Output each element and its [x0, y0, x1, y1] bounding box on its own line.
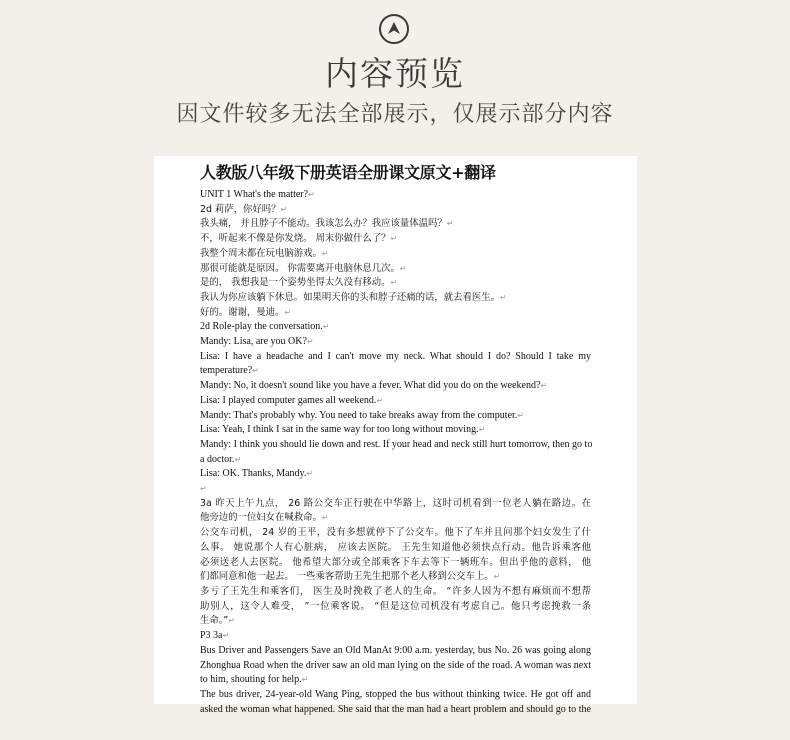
paragraph-mark-icon: ↵ [376, 395, 384, 405]
document-line-text: Lisa: I played computer games all weekend. [200, 394, 377, 406]
document-line-text: asked the woman what happened. She said that the man had a heart problem and should go to the [200, 703, 591, 715]
document-line-text: The bus driver, 24-year-old Wang Ping, stopped the bus without thinking twice. He got off and [200, 688, 591, 700]
document-line [200, 614, 591, 629]
document-line [200, 600, 591, 615]
document-line [200, 364, 591, 379]
document-line-text: 不，听起来不像是你发烧。 周末你做什么了？ [200, 233, 391, 245]
document-line-text: 助别人，这令人难受， ”一位乘客说。 “但是这位司机没有考虑自己。他只考虑挽救一条 [200, 600, 591, 612]
document-line-text: 2d 莉萨，你好吗？ [200, 203, 281, 215]
document-line [200, 203, 591, 218]
document-line [200, 556, 591, 571]
document-line [200, 453, 591, 468]
document-line [200, 379, 591, 394]
document-line-text: 生命。” [200, 615, 229, 627]
document-line-text: 多亏了王先生和乘客们， 医生及时挽救了老人的生命。 “许多人因为不想有麻烦而不想帮 [200, 585, 591, 597]
document-line-text: 必须送老人去医院。 他希望大部分或全部乘客下车去等下一辆班车。但出乎他的意料， 他 [200, 556, 591, 568]
document-line-text: to him, shouting for help. [200, 674, 302, 686]
document-line-text: 我认为你应该躺下休息。如果明天你的头和脖子还痛的话，就去看医生。 [200, 291, 501, 303]
paragraph-mark-icon: ↵ [200, 484, 207, 494]
paragraph-mark-icon: ↵ [390, 234, 398, 244]
paragraph-mark-icon: ↵ [308, 190, 315, 199]
preview-title: 内容预览 [325, 54, 465, 93]
paragraph-mark-icon: ↵ [321, 248, 329, 258]
paragraph-mark-icon: ↵ [252, 366, 259, 376]
document-line [200, 276, 591, 291]
document-line-text: Mandy: No, it doesn't sound like you have a fever. What did you do on the weekend? [200, 380, 541, 392]
document-line-text: temperature? [200, 365, 253, 377]
document-line [200, 423, 591, 438]
document-line-text: Mandy: That's probably why. You need to take breaks away from the computer. [200, 409, 518, 421]
document-page[interactable] [154, 156, 637, 715]
paragraph-mark-icon: ↵ [234, 454, 242, 464]
document-line [200, 526, 591, 541]
document-line [200, 497, 591, 512]
document-line-text: Mandy: I think you should lie down and rest. If your head and neck still hurt tomorrow, then go to [200, 438, 593, 450]
document-line [200, 688, 591, 703]
document-line [200, 320, 591, 335]
document-line [200, 541, 591, 556]
document-line [200, 659, 591, 674]
paragraph-mark-icon: ↵ [500, 292, 507, 302]
paragraph-mark-icon: ↵ [222, 631, 230, 641]
document-line-text: 3a 昨天上午九点， 26 路公交车正行驶在中华路上，这时司机看到一位老人躺在路边。在 [200, 497, 591, 509]
document-line-text: Zhonghua Road when the driver saw an old man lying on the side of the road. A woman was next [200, 659, 591, 671]
document-line-text: UNIT 1 What's the matter? [200, 189, 309, 200]
document-line-text: Mandy: Lisa, are you OK? [200, 336, 307, 348]
document-body [200, 188, 591, 717]
paragraph-mark-icon: ↵ [284, 307, 292, 317]
document-line-text: 我整个周末都在玩电脑游戏。 [200, 247, 322, 259]
preview-subtitle: 因文件较多无法全部展示，仅展示部分内容 [176, 102, 614, 127]
document-line-text: 公交车司机， 24 岁的王平，没有多想就停下了公交车。他下了车并且问那个妇女发生了什 [200, 527, 591, 539]
upward-arrow-circle-icon [379, 14, 409, 44]
document-line [200, 262, 591, 277]
paragraph-mark-icon: ↵ [493, 572, 501, 582]
paragraph-mark-icon: ↵ [446, 219, 454, 229]
document-line-text: 我头痛， 并且脖子不能动。我该怎么办？我应该量体温吗？ [200, 218, 447, 230]
document-line [200, 467, 591, 482]
paragraph-mark-icon: ↵ [540, 381, 548, 391]
document-line-text: Lisa: I have a headache and I can't move my neck. What should I do? Should I take my [200, 350, 591, 362]
document-line-text: 他旁边的一位妇女在喊救命。 [200, 512, 322, 524]
document-line-text: 是的， 我想我是一个姿势坐得太久没有移动。 [200, 277, 391, 289]
document-line [200, 409, 591, 424]
paragraph-mark-icon: ↵ [306, 337, 314, 347]
document-line-text: 那很可能就是原因。 你需要离开电脑休息几次。 [200, 262, 400, 274]
document-line-text: 2d Role-play the conversation. [200, 321, 323, 333]
paragraph-mark-icon: ↵ [478, 425, 486, 435]
preview-header [0, 0, 790, 150]
paragraph-mark-icon: ↵ [301, 675, 309, 685]
document-line [200, 188, 591, 203]
paragraph-mark-icon: ↵ [306, 469, 314, 479]
document-line-text: Lisa: Yeah, I think I sat in the same way for too long without moving. [200, 424, 479, 436]
document-line [200, 394, 591, 409]
document-line [200, 350, 591, 365]
document-line-text: 好的。谢谢，曼迪。 [200, 306, 285, 318]
document-line [200, 335, 591, 350]
document-line [200, 585, 591, 600]
paragraph-mark-icon: ↵ [321, 513, 329, 523]
document-line [200, 511, 591, 526]
paragraph-mark-icon: ↵ [322, 322, 330, 332]
document-line [200, 247, 591, 262]
document-line-text: Bus Driver and Passengers Save an Old ManAt 9:00 a.m. yesterday, bus No. 26 was going along [200, 644, 591, 656]
document-line-text: a doctor. [200, 453, 235, 465]
paragraph-mark-icon: ↵ [228, 616, 235, 626]
document-line-text: Lisa: OK. Thanks, Mandy. [200, 468, 307, 480]
document-line-text: 么事。 她说那个人有心脏病， 应该去医院。 王先生知道他必须快点行动。他告诉乘客他 [200, 541, 591, 553]
document-line [200, 232, 591, 247]
document-line-text: 们都同意和他一起去。 一些乘客帮助王先生把那个老人移到公交车上。 [200, 571, 494, 583]
paragraph-mark-icon: ↵ [517, 410, 524, 420]
document-line-text: P3 3a [200, 630, 223, 642]
document-title: 人教版八年级下册英语全册课文原文+翻译 [200, 163, 496, 182]
document-line [200, 629, 591, 644]
document-line [200, 644, 591, 659]
document-line [200, 438, 591, 453]
document-line [200, 570, 591, 585]
paragraph-mark-icon: ↵ [280, 204, 288, 214]
document-line [200, 217, 591, 232]
document-line [200, 703, 591, 718]
paragraph-mark-icon: ↵ [390, 278, 398, 288]
paragraph-mark-icon: ↵ [399, 263, 407, 273]
document-line [200, 306, 591, 321]
document-line [200, 482, 591, 497]
document-line [200, 291, 591, 306]
document-line [200, 673, 591, 688]
